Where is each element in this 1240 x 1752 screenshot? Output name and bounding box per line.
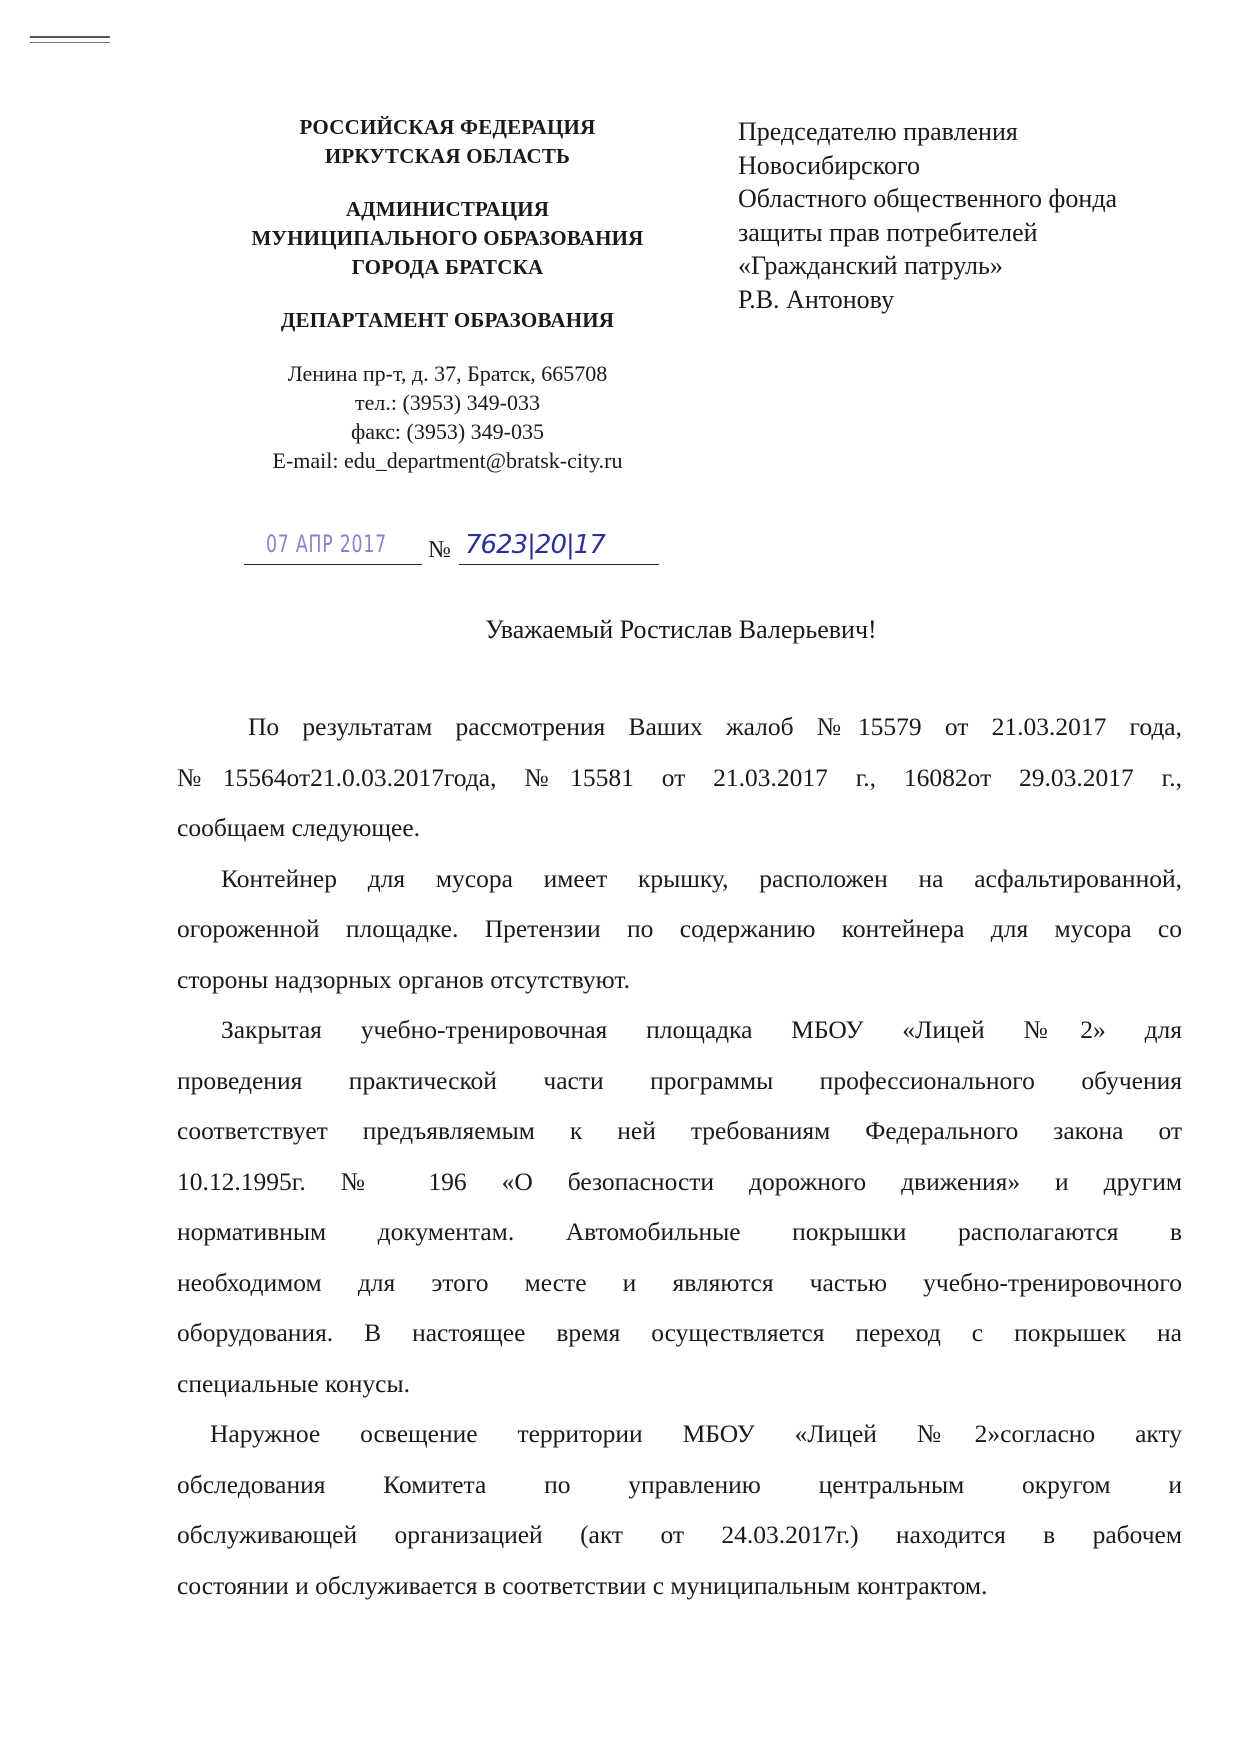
paragraph-line: огороженной площадке. Претензии по содержанию контейнера для мусора со — [177, 914, 1182, 943]
paragraph-line: Наружное освещение территории МБОУ «Лицей №2»согласно акту — [210, 1419, 1182, 1448]
paragraph — [177, 1409, 1182, 1611]
paragraph-line: По результатам рассмотрения Ваших жалоб №15579 от 21.03.2017 года, — [248, 712, 1182, 741]
recipient-line: Председателю правления — [738, 117, 1018, 146]
department-line: ДЕПАРТАМЕНТ ОБРАЗОВАНИЯ — [280, 308, 615, 332]
administration-line: АДМИНИСТРАЦИЯ — [345, 197, 550, 221]
date-stamp: 07 АПР 2017 — [266, 530, 387, 558]
country-line: РОССИЙСКАЯ ФЕДЕРАЦИЯ — [299, 115, 596, 139]
paragraph-line: необходимом для этого месте и являются частью учебно-тренировочного — [177, 1267, 1182, 1297]
phone: тел.: (3953) 349-033 — [355, 390, 540, 415]
paragraph-line: оборудования. В настоящее время осуществляется переход с покрышек на — [177, 1318, 1182, 1347]
sender-letterhead — [200, 113, 695, 475]
recipient-block — [738, 115, 1117, 316]
fax: факс: (3953) 349-035 — [350, 419, 544, 444]
date-field — [244, 524, 422, 565]
paragraph-line: Закрытая учебно-тренировочная площадка МБОУ «Лицей №2» для — [221, 1015, 1182, 1044]
paragraph — [177, 854, 1182, 1006]
paragraph-line: сообщаем следующее. — [177, 813, 421, 842]
paragraph-line: состоянии и обслуживается в соответствии с муниципальным контрактом. — [177, 1570, 988, 1600]
recipient-line: Р.В. Антонову — [738, 284, 895, 314]
paragraph — [177, 1005, 1182, 1409]
handwritten-number: 7623|20|17 — [465, 530, 605, 560]
paragraph-line: соответствует предъявляемым к ней требованиям Федерального закона от — [177, 1116, 1182, 1145]
number-sign: № — [428, 537, 451, 563]
paragraph-line: специальные конусы. — [177, 1368, 411, 1398]
recipient-line: Областного общественного фонда — [738, 184, 1118, 213]
paragraph-line: проведения практической части программы профессионального обучения — [177, 1065, 1182, 1095]
email: E-mail: edu_department@bratsk-city.ru — [272, 448, 623, 473]
city-line: ГОРОДА БРАТСКА — [351, 255, 544, 279]
recipient-line: Новосибирского — [738, 150, 920, 180]
region-line: ИРКУТСКАЯ ОБЛАСТЬ — [324, 144, 571, 168]
recipient-line: защиты прав потребителей — [738, 217, 1038, 247]
paragraph — [177, 702, 1182, 854]
letter-body — [177, 702, 1182, 1611]
paragraph-line: 10.12.1995г. № 196 «О безопасности дорожного движения» и другим — [177, 1166, 1182, 1196]
paragraph-line: стороны надзорных органов отсутствуют. — [177, 964, 630, 994]
number-field — [459, 524, 659, 565]
recipient-line: «Гражданский патруль» — [738, 251, 1003, 280]
address: Ленина пр-т, д. 37, Братск, 665708 — [287, 361, 608, 386]
greeting: Уважаемый Ростислав Валерьевич! — [485, 615, 877, 644]
paragraph-line: нормативным документам. Автомобильные покрышки располагаются в — [177, 1217, 1182, 1246]
municipality-line: МУНИЦИПАЛЬНОГО ОБРАЗОВАНИЯ — [251, 226, 644, 250]
paragraph-line: обслуживающей организацией (акт от 24.03.2017г.) находится в рабочем — [177, 1520, 1182, 1549]
paragraph-line: №15564от21.0.03.2017года, №15581 от 21.03.2017 г., 16082от 29.03.2017 г., — [177, 762, 1182, 792]
paragraph-line: обследования Комитета по управлению центральным округом и — [177, 1469, 1182, 1499]
scan-mark — [30, 36, 110, 43]
paragraph-line: Контейнер для мусора имеет крышку, расположен на асфальтированной, — [221, 863, 1182, 893]
